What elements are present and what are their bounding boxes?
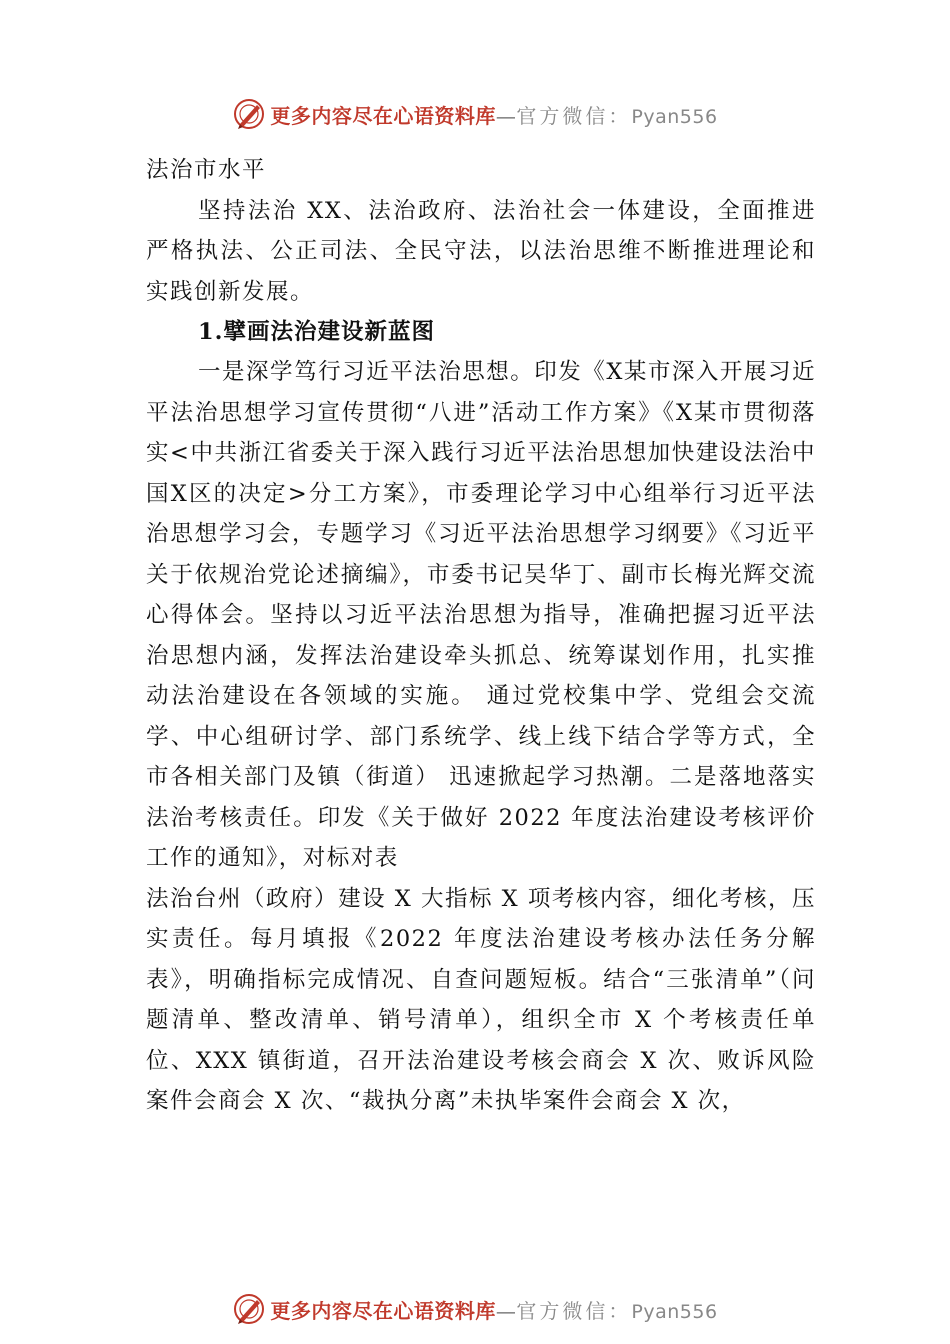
banner-text <box>270 100 717 129</box>
continued-line: 法治市水平 <box>146 157 267 183</box>
footer-watermark-banner <box>0 1289 950 1329</box>
banner-separator: — <box>495 103 517 128</box>
banner-main-text: 更多内容尽在心语资料库 <box>270 1298 496 1323</box>
banner-separator: — <box>495 1298 517 1323</box>
pen-logo-icon <box>232 1292 266 1326</box>
header-watermark-banner <box>0 94 950 134</box>
paragraph-2b: 法治台州（政府）建设 X 大指标 X 项考核内容，细化考核，压实责任。每月填报《2022 年度法治建设考核办法任务分解表》，明确指标完成情况、自查问题短板。结合“三张清单”（问题清单、整改清单、销号清单），组织全市 X 个考核责任单位、XXX 镇街道，召开法治建设考核会商会 X 次、败诉风险案件会商会 X 次、“裁执分离”未执毕案件会商会 X 次， <box>146 885 816 1114</box>
banner-wechat-label: 官方微信： <box>516 103 632 128</box>
paragraph-1: 坚持法治 XX、法治政府、法治社会一体建设，全面推进严格执法、公正司法、全民守法，以法治思维不断推进理论和实践创新发展。 <box>146 197 816 305</box>
banner-wechat-id: Pyan556 <box>631 105 718 128</box>
paragraph-2a: 一是深学笃行习近平法治思想。印发《X某市深入开展习近平法治思想学习宣传贯彻“八进”活动工作方案》《X某市贯彻落实<中共浙江省委关于深入践行习近平法治思想加快建设法治中国X区的决定>分工方案》，市委理论学习中心组举行习近平法治思想学习会，专题学习《习近平法治思想学习纲要》《习近平关于依规治党论述摘编》，市委书记吴华丁、副市长梅光辉交流心得体会。坚持以习近平法治思想为指导，准确把握习近平法治思想内涵，发挥法治建设牵头抓总、统筹谋划作用，扎实推动法治建设在各领域的实施。 通过党校集中学、党组会交流学、中心组研讨学、部门系统学、线上线下结合学等方式，全市各相关部门及镇（街道） 迅速掀起学习热潮。二是落地落实法治考核责任。印发《关于做好 2022 年度法治建设考核评价工作的通知》，对标对表 <box>146 359 816 871</box>
banner-wechat-label: 官方微信： <box>516 1298 632 1323</box>
banner-text <box>270 1295 717 1324</box>
pen-logo-icon <box>232 97 266 131</box>
section-heading-1: 1.擘画法治建设新蓝图 <box>198 319 435 345</box>
document-body <box>146 150 816 1122</box>
banner-main-text: 更多内容尽在心语资料库 <box>270 103 496 128</box>
banner-wechat-id: Pyan556 <box>631 1300 718 1323</box>
